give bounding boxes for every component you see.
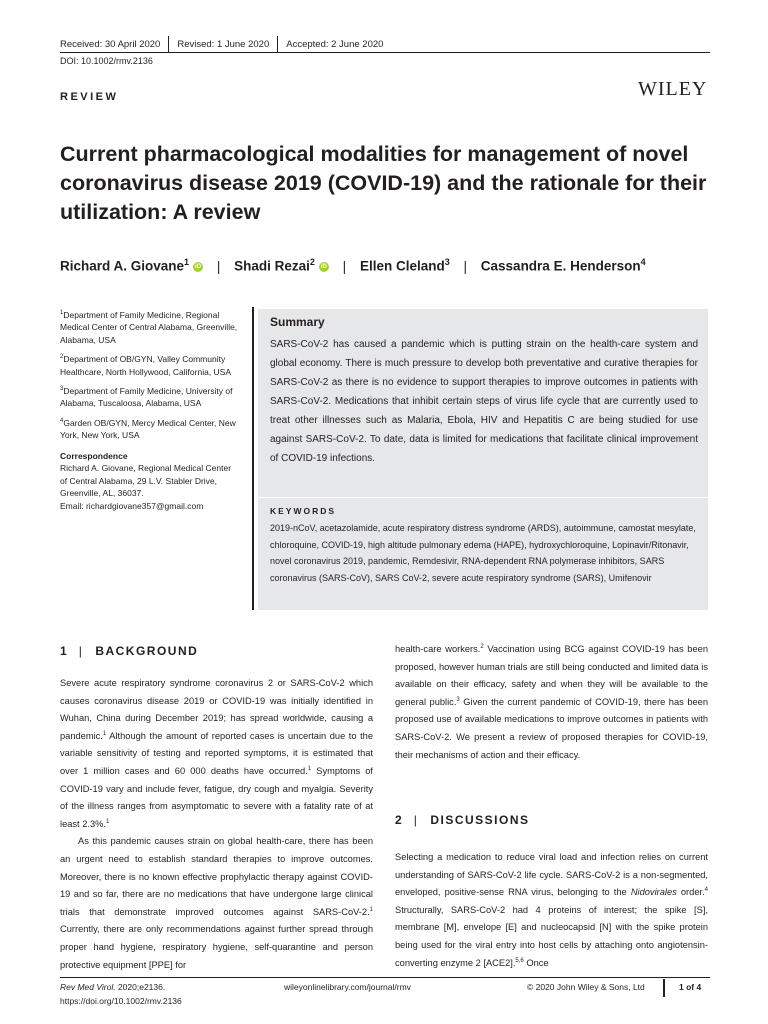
keywords-heading: KEYWORDS xyxy=(270,506,337,516)
author-separator: | xyxy=(463,258,468,274)
correspondence-line: Greenville, AL, 36037. xyxy=(60,488,144,499)
citation-ref[interactable]: 1 xyxy=(102,730,107,737)
article-type-label: REVIEW xyxy=(60,91,119,103)
footer-divider xyxy=(663,979,665,997)
summary-text: SARS-CoV-2 has caused a pandemic which is putting strain on the health-care system and global economy. There is much pressure to develop both preventative and curative therapies for SARS-CoV-2 as there is no evidence to support therapies to improve outcomes in patients with SARS-CoV-2. Medications that inhibit certain steps of virus life cycle that are currently used to treat other illnesses such as Malaria, Ebola, HIV and Hepatitis C are being studied for use against SARS-CoV-2. To date, data is limited for medications that facilitate clinical improvement of COVID-19 infections. xyxy=(270,339,698,464)
citation-ref[interactable]: 4 xyxy=(704,887,709,894)
affiliation-item xyxy=(60,415,245,442)
section-heading-discussions xyxy=(395,813,530,827)
paragraph: health-care workers.$^2$ Vaccination using BCG against COVID-19 has been proposed, however human trials are still being conducted and limited data is available on their efficacy, safety and when they will be available to the general public.$^3$ Given the current pandemic of COVID-19, there has been proposed use of available medications to improve outcomes in patients with SARS-CoV-2. We present a review of proposed therapies for COVID-19, their mechanisms of action and their efficacy. xyxy=(395,643,708,760)
orcid-icon[interactable]: iD xyxy=(320,263,327,270)
revised-date: Revised: 1 June 2020 xyxy=(177,38,270,50)
author-name[interactable]: Cassandra E. Henderson xyxy=(480,258,641,274)
keywords-box xyxy=(258,498,708,610)
section-separator: | xyxy=(78,644,84,658)
abstract-side-rule xyxy=(252,307,254,610)
footer-rule xyxy=(60,977,710,978)
author-affiliation-sup: 3 xyxy=(444,257,450,267)
correspondence-heading: Correspondence xyxy=(60,450,128,461)
footer-citation xyxy=(60,982,165,992)
section-number: 2 xyxy=(395,813,402,827)
orcid-icon[interactable]: iD xyxy=(195,263,202,270)
author-affiliation-sup: 1 xyxy=(184,257,190,267)
citation-ref[interactable]: 5,6 xyxy=(515,957,524,964)
paragraph: Severe acute respiratory syndrome coronavirus 2 or SARS-CoV-2 which causes coronavirus disease 2019 or COVID-19 was initially identified in Wuhan, China during December 2019; has spread worldwide, causing a pandemic.$^1$ Although the amount of reported cases is uncertain due to the variable sensitivity of testing and reported symptoms, it is estimated that over 1 million cases and 60 000 deaths have occurred.$^1$ Symptoms of COVID-19 vary and include fever, fatigue, dry cough and myalgia. Severity of the illness ranges from asymptomatic to severe with a fatality rate of at least 2.3%.$^1$ xyxy=(60,678,373,829)
right-body-column-lower xyxy=(395,849,708,972)
footer-doi-link[interactable]: https://doi.org/10.1002/rmv.2136 xyxy=(60,996,182,1006)
affiliation-sup: 4 xyxy=(60,417,64,424)
header-rule xyxy=(60,52,710,53)
left-body-column xyxy=(60,675,373,974)
journal-website-link[interactable]: wileyonlinelibrary.com/journal/rmv xyxy=(284,982,411,992)
doi-text: DOI: 10.1002/rmv.2136 xyxy=(60,56,153,66)
right-body-column xyxy=(395,641,708,764)
affiliation-text: Department of Family Medicine, Regional Medical Center of Central Alabama, Greenville, Alabama, USA xyxy=(60,309,238,345)
affiliation-text: Department of OB/GYN, Valley Community Healthcare, North Hollywood, California, USA xyxy=(60,354,232,377)
page-number: 1 of 4 xyxy=(679,982,702,992)
journal-name: Rev Med Virol. xyxy=(60,982,116,992)
paragraph: Selecting a medication to reduce viral load and infection relies on current understanding of SARS-CoV-2 life cycle. SARS-CoV-2 is a non-segmented, enveloped, positive-sense RNA virus, belonging to the Nidovirales order.$^4$ Structurally, SARS-CoV-2 had 4 proteins of interest; the spike [S], membrane [M], envelope [E] and nucleocapsid [N] with the spike protein being used for the viral entry into host cells by attaching onto angiotensin-converting enzyme 2 [ACE2].$^{5,6}$ Once xyxy=(395,852,709,968)
author-affiliation-sup: 4 xyxy=(640,257,646,267)
citation-ref[interactable]: 2 xyxy=(480,643,484,650)
summary-box xyxy=(258,309,708,497)
author-name[interactable]: Ellen Cleland xyxy=(359,258,445,274)
author-affiliation-sup: 2 xyxy=(309,257,315,267)
section-number: 1 xyxy=(60,644,67,658)
keywords-text: 2019-nCoV, acetazolamide, acute respiratory distress syndrome (ARDS), autoimmune, camostat mesylate, chloroquine, COVID-19, high altitude pulmonary edema (HAPE), hydroxychloroquine, Lopinavir/Ritonavir, novel coronavirus 2019, pandemic, Remdesivir, RNA-dependent RNA polymerase inhibitors, SARS coronavirus (SARS-CoV), SARS CoV-2, severe acute respiratory syndrome (SARS), Umifenovir xyxy=(270,523,696,583)
correspondence-line: Richard A. Giovane, Regional Medical Center xyxy=(60,463,232,474)
author-name[interactable]: Shadi Rezai xyxy=(234,258,310,274)
section-title: DISCUSSIONS xyxy=(430,813,530,827)
section-heading-background xyxy=(60,644,198,658)
taxon-name: Nidovirales xyxy=(630,887,677,898)
correspondence-email[interactable]: Email: richardgiovane357@gmail.com xyxy=(60,500,204,511)
citation-ref[interactable]: 3 xyxy=(456,696,460,703)
citation-ref[interactable]: 1 xyxy=(106,818,110,825)
affiliation-text: Department of Family Medicine, University of Alabama, Tuscaloosa, Alabama, USA xyxy=(60,385,233,409)
citation-ref[interactable]: 1 xyxy=(307,765,312,772)
correspondence-line: of Central Alabama, 29 L.V. Stabler Drive, xyxy=(60,475,218,486)
affiliation-item xyxy=(60,307,245,346)
affiliations-column xyxy=(60,307,245,512)
section-separator: | xyxy=(413,813,419,827)
publisher-logo: WILEY xyxy=(638,78,708,100)
received-date: Received: 30 April 2020 xyxy=(60,38,161,50)
section-title: BACKGROUND xyxy=(95,644,199,658)
affiliation-text: Garden OB/GYN, Mercy Medical Center, New York, New York, USA xyxy=(60,417,236,441)
author-separator: | xyxy=(216,258,221,274)
affiliation-sup: 2 xyxy=(60,354,64,361)
copyright-text: © 2020 John Wiley & Sons, Ltd xyxy=(527,982,645,992)
affiliation-sup: 1 xyxy=(60,310,64,316)
summary-heading: Summary xyxy=(270,315,325,329)
affiliation-sup: 3 xyxy=(60,386,64,393)
article-title: Current pharmacological modalities for management of novel coronavirus disease 2019 (COVID-19) and the rationale for their utilization: A review xyxy=(60,142,707,224)
article-dates xyxy=(60,36,391,52)
citation-text: 2020;e2136. xyxy=(115,982,166,992)
paragraph: As this pandemic causes strain on global health-care, there has been an urgent need to establish standard therapies to improve outcomes. Moreover, there is no known effective prophylactic therapy against COVID-19 and so far, there are no medications that have undergone large clinical trials that demonstrate improved outcomes against SARS-CoV-2.$^1$ Currently, there are only recommendations against further spread through proper hand hygiene, respiratory hygiene, self-quarantine and person protective equipment [PPE] for xyxy=(60,836,373,970)
author-name[interactable]: Richard A. Giovane xyxy=(60,258,185,274)
citation-ref[interactable]: 1 xyxy=(369,906,373,913)
accepted-date: Accepted: 2 June 2020 xyxy=(286,38,384,50)
affiliation-item xyxy=(60,383,245,410)
affiliation-item xyxy=(60,351,245,378)
author-separator: | xyxy=(342,258,347,274)
author-list xyxy=(60,257,646,274)
